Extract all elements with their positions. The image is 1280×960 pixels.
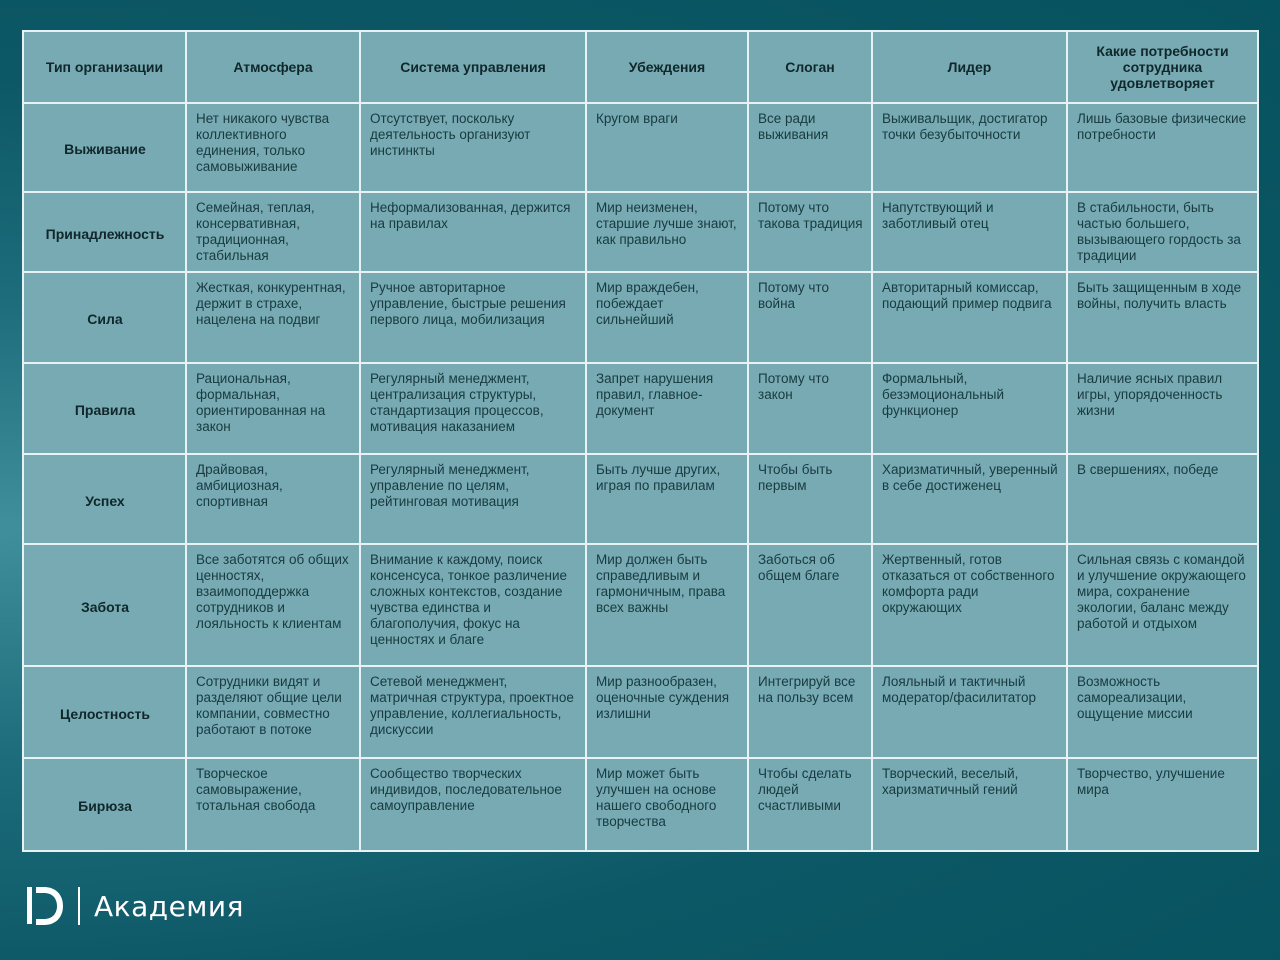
org-type-cell: Сила (23, 272, 186, 363)
needs-cell: Сильная связь с командой и улучшение окружающего мира, сохранение экологии, баланс между работой и отдыхом (1067, 544, 1258, 666)
brand-name: Академия (94, 889, 244, 923)
table-header-row (23, 31, 1258, 103)
organization-types-table (22, 30, 1259, 852)
atmosphere-cell: Семейная, теплая, консервативная, традиционная, стабильная (186, 192, 360, 272)
header-cell: Атмосфера (186, 31, 360, 103)
needs-cell: Наличие ясных правил игры, упорядоченность жизни (1067, 363, 1258, 454)
management-cell: Внимание к каждому, поиск консенсуса, тонкое различение сложных контекстов, создание чувства единства и благополучия, фокус на ценностях и благе (360, 544, 586, 666)
beliefs-cell: Запрет нарушения правил, главное-документ (586, 363, 748, 454)
needs-cell: Быть защищенным в ходе войны, получить власть (1067, 272, 1258, 363)
table-row (23, 103, 1258, 192)
header-cell: Слоган (748, 31, 872, 103)
management-cell: Сообщество творческих индивидов, последовательное самоуправление (360, 758, 586, 851)
leader-cell: Лояльный и тактичный модератор/фасилитатор (872, 666, 1067, 758)
header-cell: Лидер (872, 31, 1067, 103)
needs-cell: В стабильности, быть частью большего, вызывающего гордость за традиции (1067, 192, 1258, 272)
leader-cell: Напутствующий и заботливый отец (872, 192, 1067, 272)
org-type-cell: Забота (23, 544, 186, 666)
slogan-cell: Интегрируй все на пользу всем (748, 666, 872, 758)
table-row (23, 272, 1258, 363)
management-cell: Регулярный менеджмент, централизация структуры, стандартизация процессов, мотивация наказанием (360, 363, 586, 454)
slogan-cell: Чтобы быть первым (748, 454, 872, 544)
org-type-cell: Правила (23, 363, 186, 454)
header-cell: Система управления (360, 31, 586, 103)
table-row (23, 363, 1258, 454)
leader-cell: Творческий, веселый, харизматичный гений (872, 758, 1067, 851)
slogan-cell: Потому что закон (748, 363, 872, 454)
atmosphere-cell: Сотрудники видят и разделяют общие цели компании, совместно работают в потоке (186, 666, 360, 758)
header-cell: Убеждения (586, 31, 748, 103)
header-cell: Какие потребности сотрудника удовлетворяет (1067, 31, 1258, 103)
beliefs-cell: Мир разнообразен, оценочные суждения излишни (586, 666, 748, 758)
atmosphere-cell: Творческое самовыражение, тотальная свобода (186, 758, 360, 851)
management-cell: Регулярный менеджмент, управление по целям, рейтинговая мотивация (360, 454, 586, 544)
beliefs-cell: Мир должен быть справедливым и гармоничным, права всех важны (586, 544, 748, 666)
slogan-cell: Все ради выживания (748, 103, 872, 192)
org-type-cell: Успех (23, 454, 186, 544)
atmosphere-cell: Драйвовая, амбициозная, спортивная (186, 454, 360, 544)
beliefs-cell: Мир неизменен, старшие лучше знают, как правильно (586, 192, 748, 272)
slogan-cell: Заботься об общем благе (748, 544, 872, 666)
table-row (23, 192, 1258, 272)
management-cell: Неформализованная, держится на правилах (360, 192, 586, 272)
slogan-cell: Чтобы сделать людей счастливыми (748, 758, 872, 851)
needs-cell: Творчество, улучшение мира (1067, 758, 1258, 851)
table-row (23, 454, 1258, 544)
academy-logo (24, 884, 244, 928)
management-cell: Отсутствует, поскольку деятельность организуют инстинкты (360, 103, 586, 192)
table-row (23, 666, 1258, 758)
org-type-cell: Целостность (23, 666, 186, 758)
management-cell: Сетевой менеджмент, матричная структура, проектное управление, коллегиальность, дискуссии (360, 666, 586, 758)
atmosphere-cell: Рациональная, формальная, ориентированная на закон (186, 363, 360, 454)
needs-cell: Лишь базовые физические потребности (1067, 103, 1258, 192)
atmosphere-cell: Нет никакого чувства коллективного единения, только самовыживание (186, 103, 360, 192)
needs-cell: Возможность самореализации, ощущение миссии (1067, 666, 1258, 758)
management-cell: Ручное авторитарное управление, быстрые решения первого лица, мобилизация (360, 272, 586, 363)
org-type-cell: Бирюза (23, 758, 186, 851)
beliefs-cell: Мир враждебен, побеждает сильнейший (586, 272, 748, 363)
logo-divider (78, 887, 80, 925)
header-cell: Тип организации (23, 31, 186, 103)
atmosphere-cell: Все заботятся об общих ценностях, взаимоподдержка сотрудников и лояльность к клиентам (186, 544, 360, 666)
slogan-cell: Потому что война (748, 272, 872, 363)
org-type-cell: Выживание (23, 103, 186, 192)
table-row (23, 544, 1258, 666)
beliefs-cell: Мир может быть улучшен на основе нашего свободного творчества (586, 758, 748, 851)
beliefs-cell: Быть лучше других, играя по правилам (586, 454, 748, 544)
leader-cell: Жертвенный, готов отказаться от собственного комфорта ради окружающих (872, 544, 1067, 666)
leader-cell: Выживальщик, достигатор точки безубыточности (872, 103, 1067, 192)
atmosphere-cell: Жесткая, конкурентная, держит в страхе, нацелена на подвиг (186, 272, 360, 363)
leader-cell: Формальный, безэмоциональный функционер (872, 363, 1067, 454)
org-type-cell: Принадлежность (23, 192, 186, 272)
leader-cell: Харизматичный, уверенный в себе достиженец (872, 454, 1067, 544)
ld-logo-icon (24, 884, 66, 928)
slogan-cell: Потому что такова традиция (748, 192, 872, 272)
leader-cell: Авторитарный комиссар, подающий пример подвига (872, 272, 1067, 363)
needs-cell: В свершениях, победе (1067, 454, 1258, 544)
beliefs-cell: Кругом враги (586, 103, 748, 192)
table-row (23, 758, 1258, 851)
